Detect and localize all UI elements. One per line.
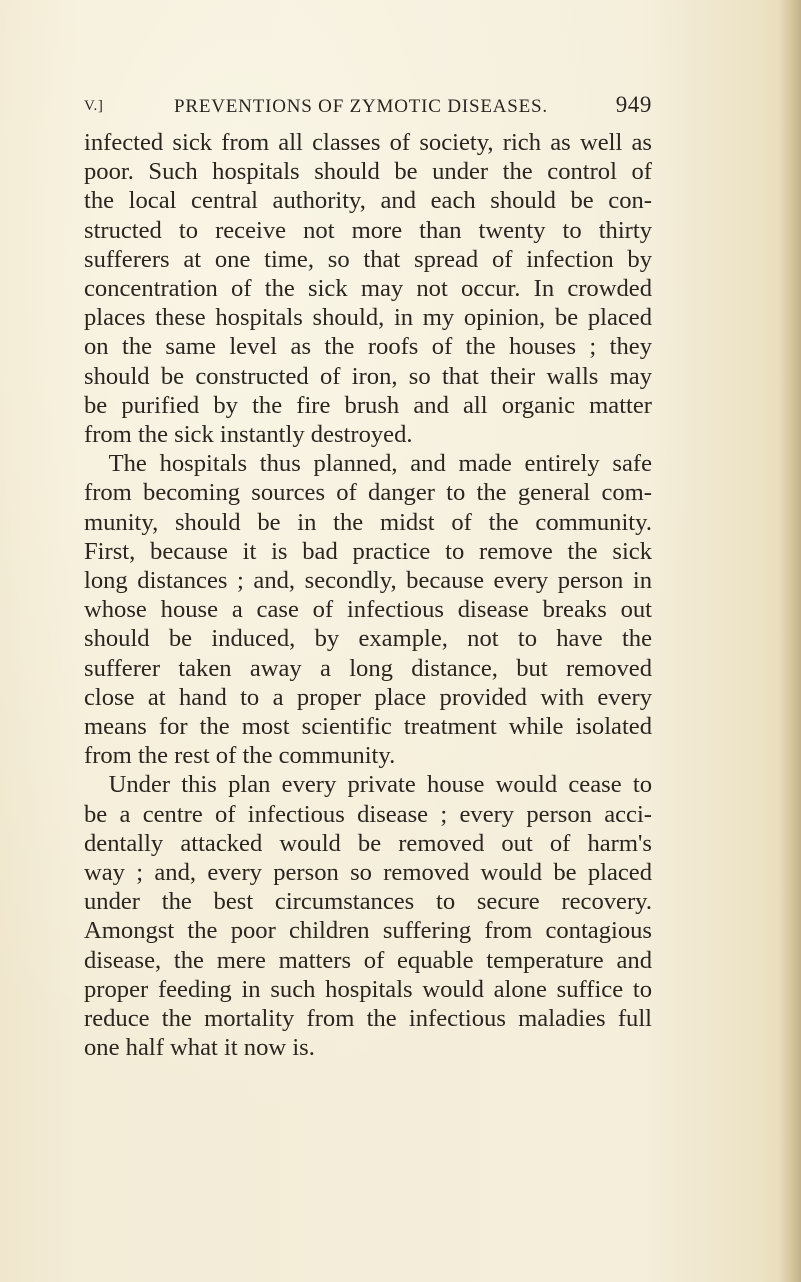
text-line: dentally attacked would be removed out of harm's <box>84 829 652 857</box>
text-line: from the rest of the community. <box>84 742 396 770</box>
text-line: First, because it is bad practice to remove the sick <box>84 537 652 565</box>
text-line: infected sick from all classes of society, rich as well as <box>84 129 652 156</box>
text-line: should be constructed of iron, so that their walls may <box>84 362 652 390</box>
text-line: be purified by the fire brush and all organic matter <box>84 391 652 419</box>
text-line: from the sick instantly destroyed. <box>84 421 413 449</box>
section-number: V.] <box>84 98 104 114</box>
text-line: places these hospitals should, in my opinion, be placed <box>84 304 652 332</box>
page-edge-shadow <box>779 0 801 1282</box>
text-line: concentration of the sick may not occur. In crowded <box>84 275 652 303</box>
text-line: under the best circumstances to secure recovery. <box>84 888 652 916</box>
text-line: should be induced, by example, not to have the <box>84 625 652 653</box>
text-line: Under this plan every private house would cease to <box>108 771 652 799</box>
running-title: PREVENTIONS OF ZYMOTIC DISEASES. <box>174 96 548 117</box>
text-line: means for the most scientific treatment while isolated <box>84 713 652 741</box>
text-line: the local central authority, and each should be con- <box>84 187 652 215</box>
text-line: structed to receive not more than twenty to thirty <box>84 216 652 244</box>
text-line: whose house a case of infectious disease breaks out <box>84 596 652 624</box>
text-line: reduce the mortality from the infectious maladies full <box>84 1005 652 1033</box>
page-number: 949 <box>615 92 652 117</box>
text-line: from becoming sources of danger to the general com- <box>84 479 652 507</box>
text-line: way ; and, every person so removed would be placed <box>84 859 652 887</box>
text-line: Amongst the poor children suffering from contagious <box>84 917 652 945</box>
text-line: be a centre of infectious disease ; every person acci- <box>84 800 652 828</box>
text-line: munity, should be in the midst of the community. <box>84 508 652 536</box>
text-line: close at hand to a proper place provided with every <box>84 683 652 711</box>
text-line: The hospitals thus planned, and made entirely safe <box>108 450 652 478</box>
text-line: one half what it now is. <box>84 1034 315 1062</box>
text-line: sufferer taken away a long distance, but removed <box>84 654 652 682</box>
text-line: proper feeding in such hospitals would alone suffice to <box>84 975 652 1003</box>
text-line: long distances ; and, secondly, because every person in <box>84 567 652 595</box>
text-line: poor. Such hospitals should be under the control of <box>84 158 652 186</box>
running-head <box>84 92 652 122</box>
text-line: on the same level as the roofs of the houses ; they <box>84 333 652 361</box>
text-line: disease, the mere matters of equable temperature and <box>84 946 652 974</box>
text-line: sufferers at one time, so that spread of infection by <box>84 245 652 273</box>
body-text <box>84 128 652 1063</box>
